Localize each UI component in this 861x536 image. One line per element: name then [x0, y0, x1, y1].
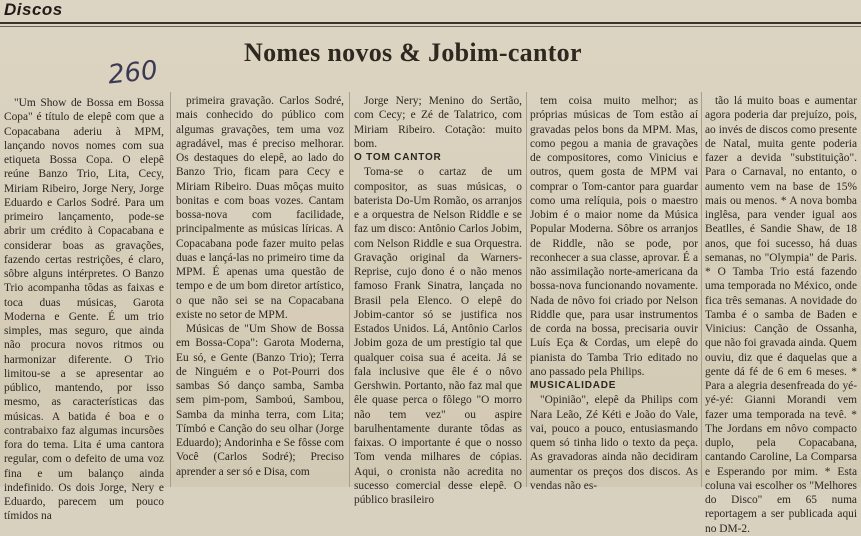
- paragraph: "Opinião", elepê da Philips com Nara Leão, Zé Kéti e João do Vale, vai, pouco a pouco, entusiasmando quem só tinha lido o texto da peça. As gravadoras ainda não decidiram aumentar os preços dos discos. As vendas não es-: [530, 394, 698, 492]
- header-rule-thin: [0, 26, 861, 27]
- article-headline: Nomes novos & Jobim-cantor: [244, 38, 582, 67]
- handwritten-note: 260: [106, 55, 160, 91]
- article-column-4: [530, 94, 698, 493]
- paragraph: tão lá muito boas e aumentar agora poderia dar prejuízo, pois, ao invés de discos como presente de Natal, muita gente poderia fazer a devida "substituição". Para o Carnaval, no entanto, o aumento vem na base de 15% mais ou menos. * A nova bomba inglêsa, para vender igual aos Beatlles, é Sandie Shaw, de 18 anos, que foi sucesso, há duas semanas, no "Olympia" de Paris. * O Tamba Trio está fazendo uma temporada no México, onde fica três semanas. A novidade do Tamba é o samba de Baden e Vinicius: Canção de Ossanha, que não foi gravada ainda. Quem ouviu, diz que é daquelas que a gente dá fé de 6 em 6 meses. * Para a alegria desenfreada do yé-yé-yé: Gianni Morandi vem fazer uma temporada na tevê. * The Jordans em nôvo compacto duplo, pela Copacabana, cantando Caroline, La Comparsa e Esperando por mim. * Esta coluna vai escolher os "Melhores do Disco" em 65 numa reportagem a ser publicada aqui no DM-2.: [705, 95, 857, 535]
- column-divider: [349, 92, 350, 487]
- article-column-3: [354, 94, 522, 507]
- paragraph: tem coisa muito melhor; as próprias músicas de Tom estão aí gravadas pelos bons da MPM. Mas, como pegou a mania de gravações de compositores, como Vinicius e outros, quem gosta de MPM vai comprar o Tom-cantor para guardar como uma relíquia, pois o maestro Jobim é o maior nome da Música Popular Moderna. Sôbre os arranjos de Riddle, não se pode, por reconhecer a sua classe, aprovar. É a não assimilação norte-americana da bossa-nova funcionando novamente. Nada de nôvo foi criado por Nelson Riddle que, para usar instrumentos de corda na bossa, precisaria ouvir Luís Eça & Cordas, um elepê do pianista do Tamba Trio editado no ano passado pela Philips.: [530, 95, 698, 378]
- paragraph: Músicas de "Um Show de Bossa em Bossa-Copa": Garota Moderna, Eu só, e Gente (Banzo Trio); Terra de Ninguém e o Pot-Pourri dos sambas Só danço samba, Samba sem pim-pom, Samboú, Sambou, Samba da minha terra, com Lita; Tímbó e Canção do seu olhar (Jorge Eduardo); Andorinha e Se fôsse com Você (Carlos Sodré); Preciso aprender a ser só e Disa, com: [176, 323, 344, 478]
- paragraph: primeira gravação. Carlos Sodré, mais conhecido do público com algumas gravações, tem uma voz agradável, mas é preciso melhorar. Os destaques do elepê, ao lado do Banzo Trio, ficam para Cecy e Miriam Ribeiro. Duas môças muito bonitas e com boas vozes. Cantam bossa-nova com facilidade, principalmente as músicas líricas. A Copacabana pode fazer muito pelas duas e lançá-las no primeiro time da MPM. É apenas uma questão de tempo e de um bom diretor artístico, o que não sei se na Copacabana existe no setor de MPM.: [176, 95, 344, 321]
- column-divider: [170, 92, 171, 487]
- article-column-2: [176, 94, 344, 479]
- column-divider: [701, 92, 702, 487]
- article-column-1: [4, 96, 164, 524]
- column-divider: [526, 92, 527, 487]
- section-label: Discos: [4, 0, 63, 19]
- paragraph: Jorge Nery; Menino do Sertão, com Cecy; e Zé de Talatrico, com Miriam Ribeiro. Cotação: muito bom.: [354, 95, 522, 150]
- paragraph: Toma-se o cartaz de um compositor, as suas músicas, o baterista Do-Um Romão, os arranjos e a orquestra de Nelson Riddle e se faz um disco: Antônio Carlos Jobim, com Nelson Riddle e sua Orquestra. Gravação original da Warners-Reprise, cujo dono é o não menos famoso Frank Sinatra, lançada no Brasil pela Elenco. O elepê do Jobim-cantor só se justifica nos Estados Unidos. Lá, Antônio Carlos Jobim goza de um prestígio tal que qualquer coisa sua é aceita. Já se fala inclusive que êle é o nôvo Gershwin. Portanto, não faz mal que êle quase perca o fôlego "O morro não tem vez" ou aspire barulhentamente durante tôdas as faixas. O importante é que o nosso Tom venda milhares de cópias. Aqui, o cronista não acredita no sucesso comercial desse elepê. O público brasileiro: [354, 166, 522, 506]
- subheading-musicalidade: MUSICALIDADE: [530, 380, 617, 391]
- header-rule: [0, 22, 861, 24]
- subheading-tom-cantor: O TOM CANTOR: [354, 152, 442, 163]
- paragraph: "Um Show de Bossa em Bossa Copa" é título de elepê com que a Copacabana aderiu à MPM, lançando novos nomes com sua etiqueta Bossa Copa. O elepê reúne Banzo Trio, Lita, Cecy, Miriam Ribeiro, Jorge Nery, Jorge Eduardo e Carlos Sodré. Para um primeiro lançamento, pode-se abrir um crédito à Copacabana e considerar boas as gravações, fazendo certas restrições, é claro, sôbre alguns intérpretes. O Banzo Trio acompanha tôdas as faixas e toca duas músicas, Garota Moderna e Gente. É um trio simples, mas seguro, que ainda não procura novos ritmos ou harmonizar diferente. O Trio limitou-se a se apresentar ao público, mantendo, por isso mesmo, as características das músicas. A batida é boa e o contrabaixo faz algumas incursões fora do tema. Lita é uma cantora regular, com o defeito de uma voz fina e um balanço ainda indefinido. Os dois Jorge, Nery e Eduardo, parecem um pouco tímidos na: [4, 97, 164, 523]
- article-column-5: [705, 94, 857, 536]
